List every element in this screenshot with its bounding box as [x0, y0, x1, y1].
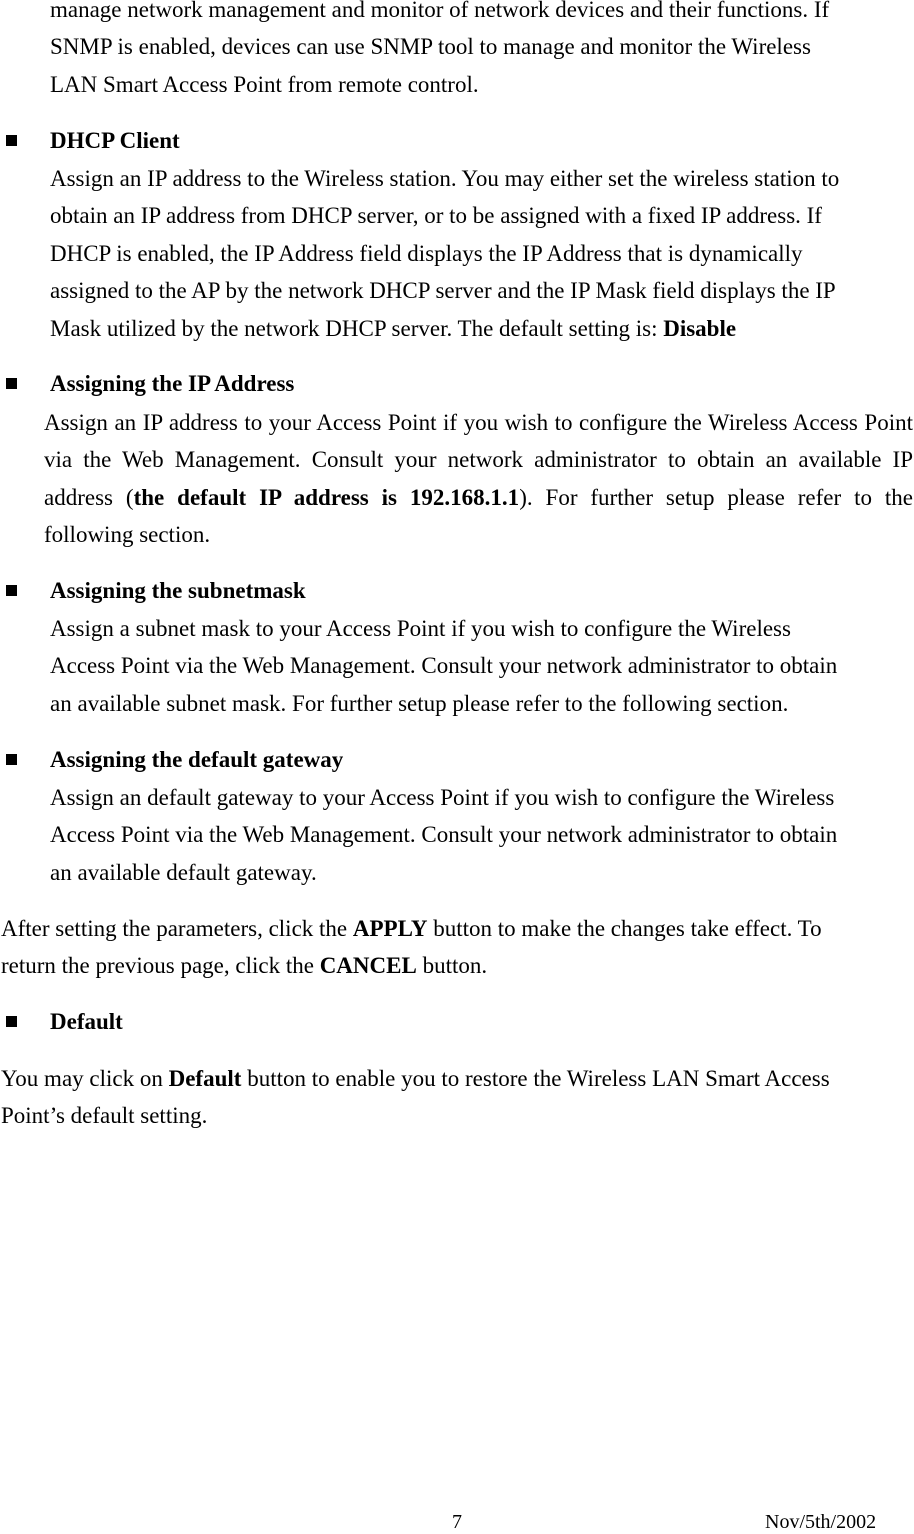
after-setting-text: return the previous page, click the	[1, 953, 320, 979]
gateway-heading: Assigning the default gateway	[50, 747, 344, 772]
default-text: button to enable you to restore the Wireless LAN Smart Access	[241, 1066, 830, 1091]
bullet-square-icon	[6, 378, 17, 389]
page-number: 7	[452, 1511, 462, 1533]
default-heading: Default	[50, 1009, 123, 1034]
ip-address-default: the default IP address is 192.168.1.1	[133, 484, 520, 510]
after-setting-text: button to make the changes take effect. To	[427, 916, 822, 941]
dhcp-line: obtain an IP address from DHCP server, or to be assigned with a fixed IP address. If	[50, 203, 822, 229]
after-setting-paragraph	[1, 910, 822, 985]
cancel-button-name: CANCEL	[319, 953, 417, 979]
after-setting-text: button.	[416, 953, 488, 979]
default-paragraph	[1, 1060, 830, 1135]
dhcp-line: assigned to the AP by the network DHCP server and the IP Mask field displays the IP	[50, 278, 836, 304]
dhcp-default-value: Disable	[663, 315, 737, 341]
subnetmask-line: an available subnet mask. For further setup please refer to the following section.	[50, 690, 789, 716]
dhcp-line-last	[50, 310, 839, 347]
bullet-square-icon	[6, 1016, 17, 1027]
gateway-line: an available default gateway.	[50, 859, 317, 885]
dhcp-line: DHCP is enabled, the IP Address field displays the IP Address that is dynamically	[50, 240, 803, 266]
snmp-line: SNMP is enabled, devices can use SNMP tool to manage and monitor the Wireless	[50, 34, 811, 60]
after-setting-line	[1, 947, 822, 984]
ip-address-text: Assign an IP address to your Access Point if you wish to configure the Wireless Access Point via the Web Management. Consult your network administrator to obtain an available IP address (	[44, 410, 913, 510]
after-setting-line	[1, 910, 822, 947]
gateway-line: Assign an default gateway to your Access Point if you wish to configure the Wireless	[50, 785, 835, 810]
bullet-square-icon	[6, 135, 17, 146]
dhcp-line-text: Mask utilized by the network DHCP server. The default setting is:	[50, 315, 664, 341]
subnetmask-heading: Assigning the subnetmask	[50, 578, 306, 603]
default-text: You may click on	[1, 1066, 169, 1091]
subnetmask-paragraph	[50, 610, 837, 722]
default-line: Point’s default setting.	[1, 1103, 208, 1129]
dhcp-line: Assign an IP address to the Wireless station. You may either set the wireless station to	[50, 166, 840, 191]
ip-address-text-end: ). For further setup please refer to the following section.	[44, 484, 914, 548]
footer-date: Nov/5th/2002	[765, 1511, 877, 1533]
snmp-paragraph	[50, 0, 829, 103]
snmp-line: LAN Smart Access Point from remote control.	[50, 71, 479, 97]
apply-button-name: APPLY	[352, 916, 428, 941]
subnetmask-line: Assign a subnet mask to your Access Point if you wish to configure the Wireless	[50, 616, 791, 641]
gateway-paragraph	[50, 779, 837, 891]
default-button-name: Default	[168, 1066, 242, 1091]
gateway-line: Access Point via the Web Management. Consult your network administrator to obtain	[50, 822, 838, 848]
snmp-line: manage network management and monitor of network devices and their functions. If	[50, 0, 830, 22]
dhcp-paragraph	[50, 160, 839, 347]
dhcp-heading: DHCP Client	[50, 128, 180, 153]
default-line	[1, 1060, 830, 1097]
bullet-square-icon	[6, 585, 17, 596]
ip-address-paragraph	[44, 404, 913, 554]
subnetmask-line: Access Point via the Web Management. Consult your network administrator to obtain	[50, 653, 838, 679]
ip-address-heading: Assigning the IP Address	[50, 371, 295, 396]
bullet-square-icon	[6, 754, 17, 765]
after-setting-text: After setting the parameters, click the	[1, 916, 353, 941]
